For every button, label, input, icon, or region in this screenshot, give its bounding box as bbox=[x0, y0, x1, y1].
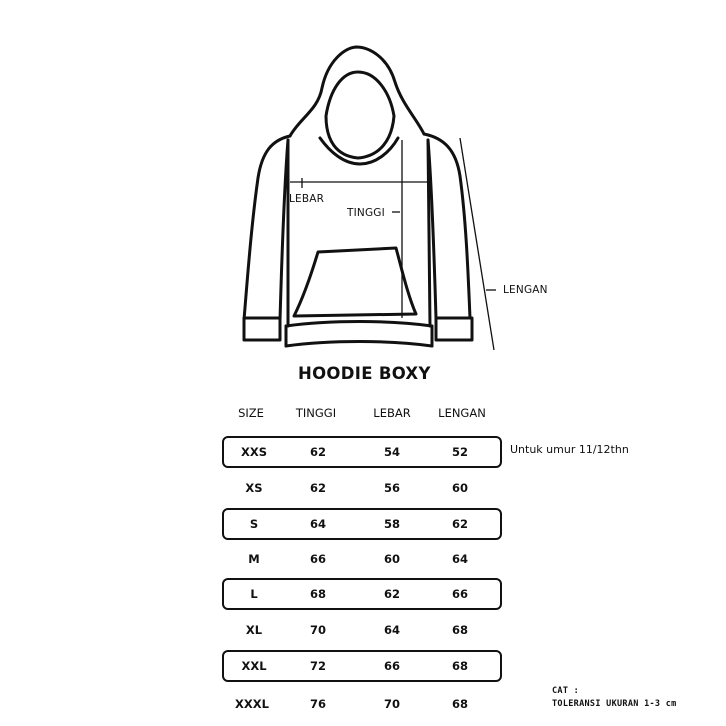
lengan-cell: 68 bbox=[451, 697, 468, 711]
lengan-label: LENGAN bbox=[503, 284, 548, 296]
tinggi-cell: 62 bbox=[309, 481, 326, 495]
lebar-cell: 60 bbox=[383, 552, 400, 566]
lebar-cell: 58 bbox=[383, 517, 400, 531]
lengan-cell: 52 bbox=[451, 445, 468, 459]
lebar-cell: 54 bbox=[383, 445, 400, 459]
table-row bbox=[222, 578, 502, 610]
lebar-cell: 62 bbox=[383, 587, 400, 601]
cat-label: CAT : bbox=[552, 686, 580, 696]
size-cell: XL bbox=[245, 623, 263, 637]
tinggi-label: TINGGI bbox=[347, 207, 385, 219]
lengan-cell: 66 bbox=[451, 587, 468, 601]
size-cell: S bbox=[249, 517, 259, 531]
table-row bbox=[222, 472, 502, 504]
tinggi-cell: 70 bbox=[309, 623, 326, 637]
table-row bbox=[222, 688, 502, 720]
lebar-cell: 64 bbox=[383, 623, 400, 637]
size-cell: M bbox=[248, 552, 260, 566]
header-size: SIZE bbox=[238, 406, 264, 420]
lebar-label: LEBAR bbox=[289, 193, 325, 205]
lengan-cell: 60 bbox=[451, 481, 468, 495]
tinggi-cell: 66 bbox=[309, 552, 326, 566]
table-row bbox=[222, 436, 502, 468]
lengan-cell: 68 bbox=[451, 659, 468, 673]
header-lengan: LENGAN bbox=[438, 406, 486, 420]
size-cell: XXXL bbox=[235, 697, 269, 711]
header-lebar: LEBAR bbox=[373, 406, 411, 420]
size-cell: L bbox=[250, 587, 258, 601]
lebar-cell: 56 bbox=[383, 481, 400, 495]
table-row bbox=[222, 650, 502, 682]
tinggi-cell: 72 bbox=[309, 659, 326, 673]
hoodie-illustration bbox=[0, 0, 726, 360]
tolerance-note: TOLERANSI UKURAN 1-3 cm bbox=[552, 699, 677, 709]
table-row bbox=[222, 614, 502, 646]
header-tinggi: TINGGI bbox=[295, 406, 337, 420]
size-cell: XS bbox=[245, 481, 263, 495]
size-cell: XXL bbox=[241, 659, 267, 673]
tinggi-cell: 68 bbox=[309, 587, 326, 601]
tinggi-cell: 62 bbox=[309, 445, 326, 459]
tinggi-cell: 76 bbox=[309, 697, 326, 711]
lengan-cell: 68 bbox=[451, 623, 468, 637]
lebar-cell: 70 bbox=[383, 697, 400, 711]
lengan-cell: 64 bbox=[451, 552, 468, 566]
title-text: HOODIE BOXY bbox=[298, 364, 431, 383]
table-row bbox=[222, 543, 502, 575]
table-row bbox=[222, 508, 502, 540]
size-cell: XXS bbox=[240, 445, 267, 459]
lengan-cell: 62 bbox=[451, 517, 468, 531]
age-note: Untuk umur 11/12thn bbox=[510, 443, 629, 456]
tinggi-cell: 64 bbox=[309, 517, 326, 531]
lebar-cell: 66 bbox=[383, 659, 400, 673]
